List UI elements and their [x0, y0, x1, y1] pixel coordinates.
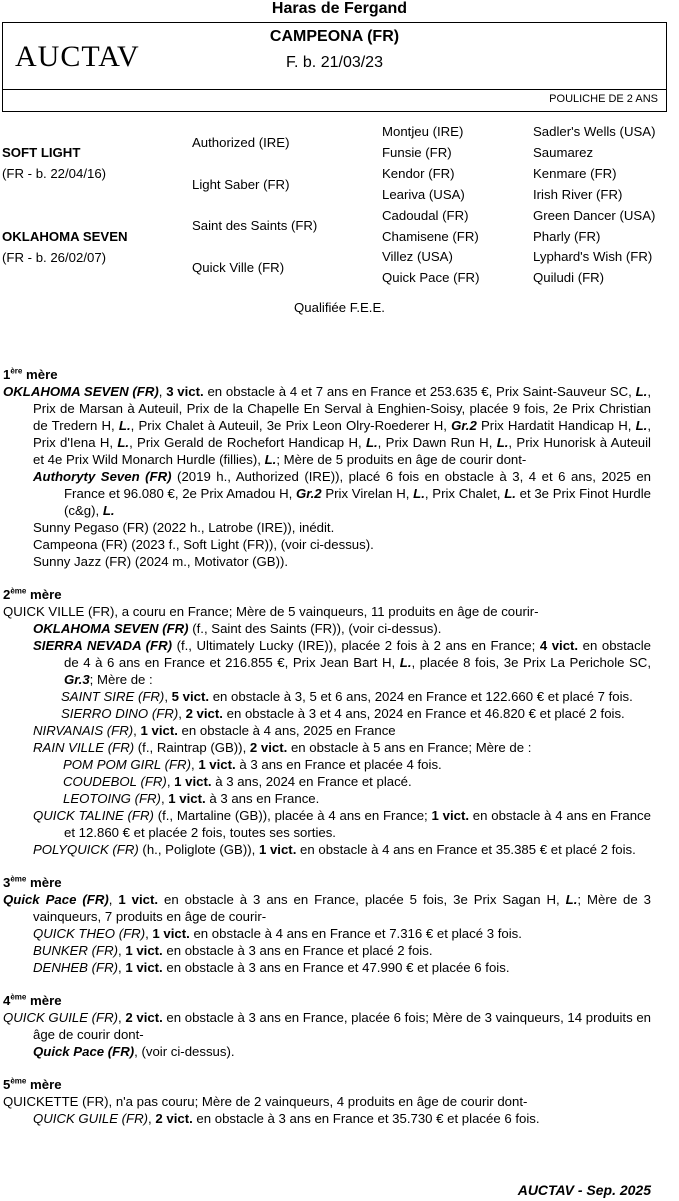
qualification-note: Qualifiée F.E.E. [294, 300, 385, 315]
section-heading: 2ème mère [3, 586, 62, 602]
grand-produce-entry: SIERRO DINO (FR), 2 vict. en obstacle à 3 et 4 ans, 2024 en France et 46.820 € et placé 2 fois. [61, 706, 625, 721]
header-divider [3, 89, 666, 90]
pedigree-gen4: Saumarez [533, 145, 594, 160]
pedigree-gen4: Quiludi (FR) [533, 270, 605, 285]
produce-entry: Campeona (FR) (2023 f., Soft Light (FR)), (voir ci-dessus). [33, 537, 374, 552]
pedigree-gen4: Pharly (FR) [533, 229, 601, 244]
section-third-dam [3, 874, 651, 976]
produce-entry: DENHEB (FR), 1 vict. en obstacle à 3 ans en France et 47.990 € et placée 6 fois. [33, 960, 510, 975]
dam-record: OKLAHOMA SEVEN (FR), 3 vict. en obstacle à 4 et 7 ans en France et 253.635 €, Prix Saint-Sauveur SC, L., Prix de Marsan à Auteuil, Prix de la Chapelle En Serval à Enghien-Soisy, placée 9 fois, 2e Prix Christian de Tredern H, L., Prix Chalet à Auteuil, 3e Prix Leon Olry-Roederer H, Gr.2 Prix Hardatit Handicap H, L., Prix d'Iena H, L., Prix Gerald de Rochefort Handicap H, L., Prix Dawn Run H, L., Prix Hunorisk à Auteuil et 4e Prix Wild Monarch Hurdle (fillies), L.; Mère de 5 produits en âge de courir dont- [3, 384, 652, 467]
section-fifth-dam [3, 1076, 651, 1127]
pedigree-gen3: Montjeu (IRE) [382, 124, 464, 139]
pedigree-gen4: Lyphard's Wish (FR) [533, 249, 653, 264]
dam-record: QUICK GUILE (FR), 2 vict. en obstacle à 3 ans en France, placée 6 fois; Mère de 3 vainqueurs, 14 produits en âge de courir dont- [3, 1010, 651, 1042]
sire-name: SOFT LIGHT [2, 145, 81, 160]
produce-entry: Authoryty Seven (FR) (2019 h., Authorized (IRE)), placé 6 fois en obstacle à 3, 4 et 6 ans, 2025 en France et 96.080 €, 2e Prix Amadou H, Gr.2 Prix Virelan H, L., Prix Chalet, L. et 3e Prix Finot Hurdle (c&g), L. [33, 469, 651, 518]
grand-produce-entry: SAINT SIRE (FR), 5 vict. en obstacle à 3, 5 et 6 ans, 2024 en France et 122.660 € et placé 7 fois. [61, 689, 633, 704]
produce-entry: Quick Pace (FR), (voir ci-dessus). [33, 1044, 235, 1059]
footer-credit: AUCTAV - Sep. 2025 [517, 1182, 651, 1198]
section-heading: 3ème mère [3, 874, 62, 890]
section-heading: 1ère mère [3, 366, 58, 382]
produce-entry: SIERRA NEVADA (FR) (f., Ultimately Lucky (IRE)), placée 2 fois à 2 ans en France; 4 vict. en obstacle de 4 à 6 ans en France et 216.855 €, Prix Jean Bart H, L., placée 8 fois, 3e Prix La Perichole SC, Gr.3; Mère de : [33, 638, 651, 687]
pedigree-gen4: Sadler's Wells (USA) [533, 124, 656, 139]
produce-entry: RAIN VILLE (FR) (f., Raintrap (GB)), 2 vict. en obstacle à 5 ans en France; Mère de : [33, 740, 532, 755]
produce-entry: QUICK TALINE (FR) (f., Martaline (GB)), placée à 4 ans en France; 1 vict. en obstacle à 4 ans en France et 12.860 € et placée 2 fois, toutes ses sorties. [33, 808, 651, 840]
section-fourth-dam [3, 992, 651, 1060]
dam-record: QUICKETTE (FR), n'a pas couru; Mère de 2 vainqueurs, 4 produits en âge de courir dont- [3, 1094, 528, 1109]
lot-category: POULICHE DE 2 ANS [549, 93, 658, 105]
dam-name: OKLAHOMA SEVEN [2, 229, 128, 244]
dam-record: Quick Pace (FR), 1 vict. en obstacle à 3 ans en France, placée 5 fois, 3e Prix Sagan H, L.; Mère de 3 vainqueurs, 7 produits en âge de courir- [3, 892, 652, 924]
produce-entry: BUNKER (FR), 1 vict. en obstacle à 3 ans en France et placé 2 fois. [33, 943, 433, 958]
produce-entry: QUICK GUILE (FR), 2 vict. en obstacle à 3 ans en France et 35.730 € et placée 6 fois. [33, 1111, 540, 1126]
produce-entry: Sunny Jazz (FR) (2024 m., Motivator (GB)). [33, 554, 289, 569]
produce-entry: OKLAHOMA SEVEN (FR) (f., Saint des Saints (FR)), (voir ci-dessus). [33, 621, 442, 636]
produce-entry: Sunny Pegaso (FR) (2022 h., Latrobe (IRE)), inédit. [33, 520, 335, 535]
produce-entry: NIRVANAIS (FR), 1 vict. en obstacle à 4 ans, 2025 en France [33, 723, 396, 738]
pedigree-gen3: Leariva (USA) [382, 187, 465, 202]
pedigree-gen2: Authorized (IRE) [192, 135, 290, 150]
pedigree-gen4: Green Dancer (USA) [533, 208, 656, 223]
grand-produce-entry: POM POM GIRL (FR), 1 vict. à 3 ans en France et placée 4 fois. [63, 757, 442, 772]
section-heading: 4ème mère [3, 992, 62, 1008]
sire-details: (FR - b. 22/04/16) [2, 166, 107, 181]
grand-produce-entry: LEOTOING (FR), 1 vict. à 3 ans en France. [63, 791, 320, 806]
dam-details: (FR - b. 26/02/07) [2, 250, 107, 265]
pedigree-gen4: Irish River (FR) [533, 187, 623, 202]
catalogue-header [2, 22, 667, 112]
pedigree-gen3: Cadoudal (FR) [382, 208, 469, 223]
dam-record: QUICK VILLE (FR), a couru en France; Mère de 5 vainqueurs, 11 produits en âge de courir- [3, 604, 539, 619]
pedigree-gen3: Kendor (FR) [382, 166, 455, 181]
pedigree-gen3: Villez (USA) [382, 249, 453, 264]
produce-entry: QUICK THEO (FR), 1 vict. en obstacle à 4 ans en France et 7.316 € et placé 3 fois. [33, 926, 522, 941]
section-first-dam [3, 366, 651, 570]
pedigree-gen2: Saint des Saints (FR) [192, 218, 318, 233]
section-heading: 5ème mère [3, 1076, 62, 1092]
section-second-dam [3, 586, 651, 858]
pedigree-gen3: Quick Pace (FR) [382, 270, 480, 285]
pedigree-gen2: Quick Ville (FR) [192, 260, 285, 275]
horse-name: CAMPEONA (FR) [269, 28, 400, 45]
horse-details: F. b. 21/03/23 [286, 54, 383, 71]
grand-produce-entry: COUDEBOL (FR), 1 vict. à 3 ans, 2024 en France et placé. [63, 774, 412, 789]
produce-entry: POLYQUICK (FR) (h., Poliglote (GB)), 1 vict. en obstacle à 4 ans en France et 35.385 € et placé 2 fois. [33, 842, 636, 857]
auctav-logo: AUCTAV [15, 40, 140, 73]
family-notes [3, 366, 651, 1143]
pedigree-gen4: Kenmare (FR) [533, 166, 617, 181]
pedigree-gen3: Funsie (FR) [382, 145, 452, 160]
consignor-name: Haras de Fergand [271, 0, 408, 17]
pedigree-gen2: Light Saber (FR) [192, 177, 290, 192]
pedigree-gen3: Chamisene (FR) [382, 229, 479, 244]
